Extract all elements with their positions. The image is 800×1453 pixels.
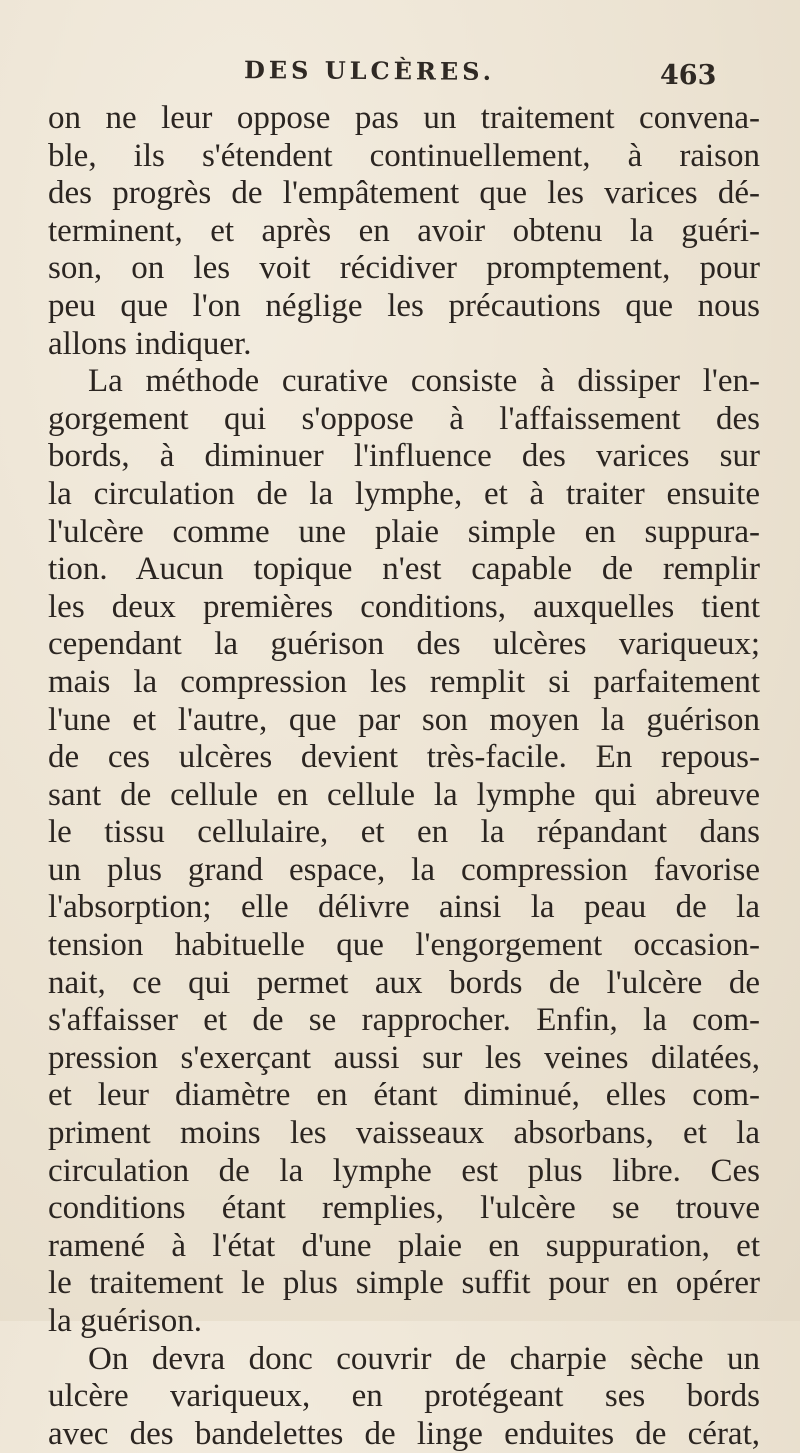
text-line: ble, ils s'étendent continuellement, à raison	[48, 137, 760, 174]
text-line: conditions étant remplies, l'ulcère se trouve	[48, 1190, 760, 1227]
text-line: nait, ce qui permet aux bords de l'ulcère de	[48, 964, 760, 1001]
text-line: le tissu cellulaire, et en la répandant dans	[48, 814, 760, 851]
text-line: gorgement qui s'oppose à l'affaissement des	[48, 400, 760, 437]
text-line: son, on les voit récidiver promptement, pour	[48, 250, 760, 287]
text-line: ramené à l'état d'une plaie en suppuration, et	[48, 1227, 760, 1264]
text-line: s'affaisser et de se rapprocher. Enfin, la com-	[48, 1002, 760, 1039]
page-number: 463	[660, 60, 717, 91]
text-line: des progrès de l'empâtement que les varices dé-	[48, 175, 760, 212]
text-line: On devra donc couvrir de charpie sèche un	[88, 1340, 760, 1377]
text-line: l'absorption; elle délivre ainsi la peau de la	[48, 889, 760, 926]
text-line: sant de cellule en cellule la lymphe qui abreuve	[48, 776, 760, 813]
text-line: bords, à diminuer l'influence des varices sur	[48, 438, 760, 475]
text-line: le traitement le plus simple suffit pour en opérer	[48, 1265, 760, 1302]
text-line: cependant la guérison des ulcères variqueux;	[48, 626, 760, 663]
text-line: tion. Aucun topique n'est capable de remplir	[48, 551, 760, 588]
running-head-title: DES ULCÈRES.	[243, 55, 496, 86]
text-line: terminent, et après en avoir obtenu la guéri-	[48, 212, 760, 249]
paragraph-3	[48, 1341, 760, 1453]
text-line: peu que l'on néglige les précautions que nous	[48, 287, 760, 324]
text-line: priment moins les vaisseaux absorbans, et la	[48, 1115, 760, 1152]
text-line: et leur diamètre en étant diminué, elles com-	[48, 1077, 760, 1114]
text-line: un plus grand espace, la compression favorise	[48, 851, 760, 888]
text-line: pression s'exerçant aussi sur les veines dilatées,	[48, 1039, 760, 1076]
text-line: La méthode curative consiste à dissiper l'en-	[88, 363, 760, 400]
text-line: avec des bandelettes de linge enduites de cérat,	[48, 1415, 760, 1452]
text-line: ulcère variqueux, en protégeant ses bords	[48, 1378, 760, 1415]
text-line: la guérison.	[48, 1303, 202, 1339]
text-line: allons indiquer.	[48, 325, 252, 362]
text-line: circulation de la lymphe est plus libre. Ces	[48, 1152, 760, 1189]
text-line: de ces ulcères devient très-facile. En repous-	[48, 739, 760, 776]
text-line: l'ulcère comme une plaie simple en suppura-	[48, 513, 760, 550]
text-line: l'une et l'autre, que par son moyen la guérison	[48, 701, 760, 738]
paragraph-2	[48, 363, 760, 1340]
text-line: on ne leur oppose pas un traitement convena-	[48, 100, 760, 136]
paragraph-1	[48, 100, 760, 363]
text-line: la circulation de la lymphe, et à traiter ensuite	[48, 475, 760, 512]
text-line: les deux premières conditions, auxquelles tient	[48, 588, 760, 625]
body-text	[48, 100, 760, 1453]
text-line: tension habituelle que l'engorgement occasion-	[48, 927, 760, 964]
text-line: mais la compression les remplit si parfaitement	[48, 663, 760, 700]
running-head	[48, 0, 760, 91]
